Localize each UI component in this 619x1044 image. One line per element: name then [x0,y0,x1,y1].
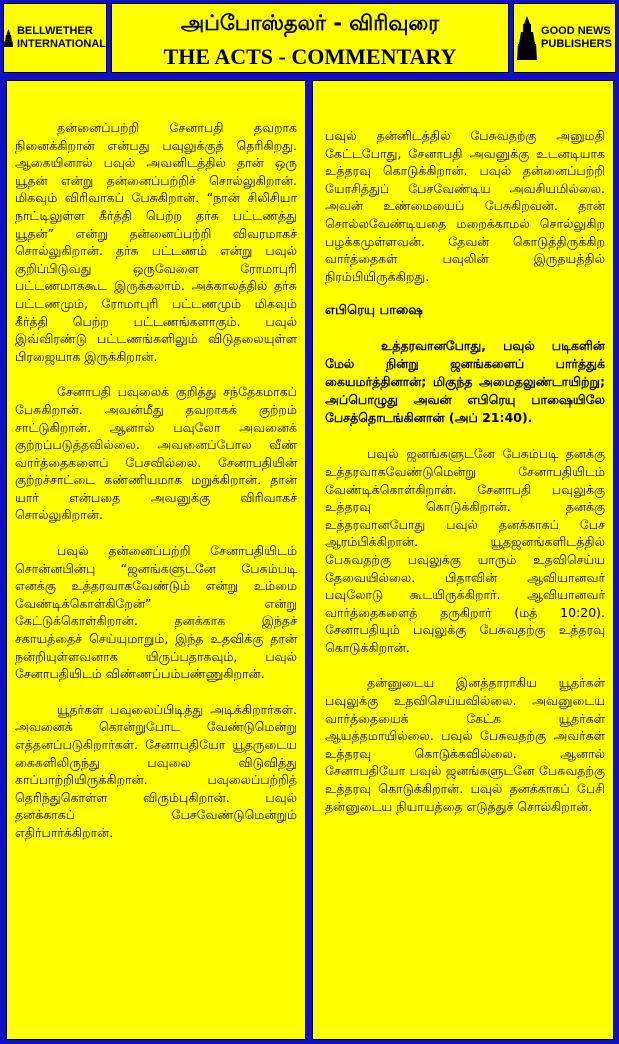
left-column [6,80,306,1040]
logo-right-line-2: PUBLISHERS [541,38,612,50]
left-paragraph-2: சேனாபதி பவுலைக் குறித்து சந்தேகமாகப் பேசுகிறான். அவன்மீது தவறாகக் குற்றம் சாட்டுகிறான். ஆனால் பவுலோ அவனைக் குற்றப்படுத்தவில்லை. அவனைப்போல வீண் வார்த்தைகளைப் பேசவில்லை. சேனாபதியின் குற்றச்சாட்டை கண்ணியமாக மறுக்கிறான். தான் யார் என்பதை அவனுக்கு விரிவாகச் சொல்லுகிறான். [15,384,297,523]
title-banner [111,3,509,73]
scripture-quote: உத்தரவானபோது, பவுல் படிகளின் மேல் நின்று ஜனங்களைப் பார்த்துக் கையமர்த்தினான்; மிகுந்த அமைதலுண்டாயிற்று; அப்பொழுது அவன் எபிரெயு பாஷையிலே பேசத்தொடங்கினான் (அப் 21:40). [325,338,605,426]
logo-left-line-1: BELLWETHER [16,25,93,37]
right-paragraph-1: பவுல் ஜனங்களுடனே பேசும்படி தனக்கு உத்தரவாகவேண்டுமென்று சேனாபதியிடம் வேண்டிக்கொள்கிறான். சேனாபதி பவுலுக்கு உத்தரவு கொடுக்கிறான். தனக்கு உத்தரவானபோது பவுல் தனக்காகப் பேச ஆரம்பிக்கிறான். யூதஜனங்களிடத்தில் பேசுவதற்கு பவுலுக்கு யாரும் உதவிசெய்ய தேவையில்லை. பிதாவின் ஆவியானவர் பவுலோடு கூடயிருக்கிறார். ஆவியானவர் வார்த்தைகளைத் தருகிறார் (மத் 10:20). சேனாபதியும் பவுலுக்கு பேசுவதற்கு உத்தரவு கொடுக்கிறான். [325,446,605,655]
left-paragraph-4: யூதர்கள் பவுலைப்பிடித்து அடிக்கிறார்கள். அவனைக் கொன்றுபோட வேண்டுமென்று எத்தனப்படுகிறார்கள். சேனாபதியோ யூதருடைய கைகளிலிருந்து பவுலை விடுவித்து காப்பாற்றியிருக்கிறான். பவுலைப்பற்றித் தெரிந்துகொள்ள விரும்புகிறான். பவுல் தனக்காகப் பேசவேண்டுமென்றும் எதிர்பார்க்கிறான். [15,701,297,840]
right-column [312,80,614,1040]
left-paragraph-3: பவுல் தன்னைப்பற்றி சேனாபதியிடம் சொன்னபின்பு “ஜனங்களுடனே பேசும்படி எனக்கு உத்தரவாகவேண்டும் என்று உம்மை வேண்டிக்கொள்கிறேன்” என்று கேட்டுக்கொள்கிறான். தனக்காக இந்தச் சகாயத்தைச் செய்யுமாறும், இந்த உதவிக்கு தான் நன்றியுள்ளவனாக யிருப்பதாகவும், பவுல் சேனாபதியிடம் விண்ணப்பம்பண்ணுகிறான். [15,543,297,682]
bell-tower-icon [4,16,13,60]
right-paragraph-2: தன்னுடைய இனத்தாராகிய யூதர்கள் பவுலுக்கு உதவிசெய்யவில்லை. அவனுடைய வார்த்தையைக் கேட்க யூதர்கள் ஆயத்தமாயில்லை. பவுல் பேசுவதற்கு அவர்கள் உத்தரவு கொடுக்கவில்லை. ஆனால் சேனாபதியோ பவுல் ஜனங்களுடனே பேசுவதற்கு உத்தரவு கொடுக்கிறான். பவுல் தனக்காகப் பேசி தன்னுடைய நியாயத்தை எடுத்துச் சொல்கிறான். [325,675,605,814]
logo-right-line-1: GOOD NEWS [541,25,611,37]
good-news-logo [513,3,616,73]
page-title-english: THE ACTS - COMMENTARY [163,44,457,69]
left-paragraph-1: தன்னைப்பற்றி சேனாபதி தவறாக நினைக்கிறான் என்பது பவுலுக்குத் தெரிகிறது. ஆகையினால் பவுல் அவனிடத்தில் தான் ஒரு யூதன் என்று தன்னைப்பற்றிச் சொல்லுகிறான். மிகவும் விரிவாகப் பேசுகிறான். “நான் சிலிசியா நாட்டிலுள்ள கீர்த்தி பெற்ற தர்சு பட்டணத்து யூதன்” என்று தன்னைப்பற்றி விவரமாகச் சொல்லுகிறான். தர்சு பட்டணம் என்று பவுல் குறிப்பிடுவது ஒருவேளை ரோமாபுரி பட்டணமாககூட இருக்கலாம். அக்காலத்தில் தர்சு பட்டணமும், ரோமாபுரி பட்டணமும் மிகவும் கீர்த்தி பெற்ற பட்டணங்களாகும். பவுல் இவ்விரண்டு பட்டணங்களிலும் விடுதலையுள்ள பிரஜையாக இருக்கிறான். [15,120,297,364]
logo-left-line-2: INTERNATIONAL [16,38,106,50]
tower-icon [517,16,537,60]
bellwether-logo [3,3,107,73]
section-heading: எபிரெயு பாஷை [325,303,423,319]
right-paragraph-top: பவுல் தன்னிடத்தில் பேசுவதற்கு அனுமதி கேட்டபோது, சேனாபதி அவனுக்கு உடனடியாக உத்தரவு கொடுக்கிறான். பவுல் தன்னைப்பற்றி யோசித்துப் பேசவேண்டிய அவசியமில்லை. அவன் உண்மையைப் பேசுகிறவன். தான் சொல்லவேண்டியதை மறைக்காமல் சொல்லுகிற பழக்கமுள்ளவன். தேவன் கொடுத்திருக்கிற வார்த்தைகள் பவுலின் இருதயத்தில் நிரம்பியிருக்கிறது. [325,128,605,284]
page-title-tamil: அப்போஸ்தலர் - விரிவுரை [180,11,440,35]
